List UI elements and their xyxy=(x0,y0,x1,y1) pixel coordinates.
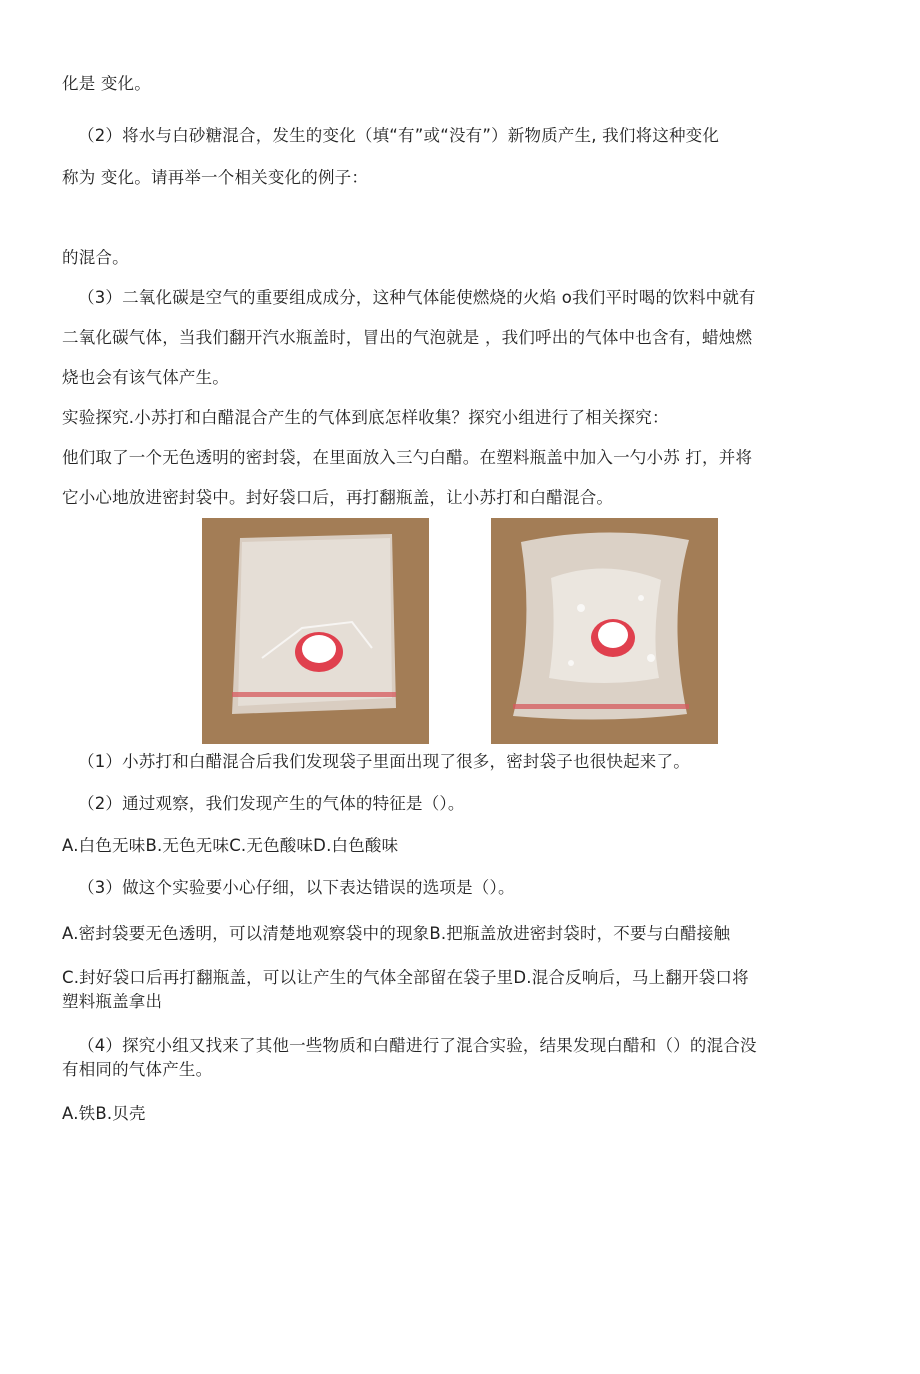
text-line: 它小心地放进密封袋中。封好袋口后，再打翻瓶盖，让小苏打和白醋混合。 xyxy=(62,488,614,507)
text-line: 的混合。 xyxy=(62,248,129,267)
answer-options: A.铁B.贝壳 xyxy=(62,1104,146,1123)
text-line: 他们取了一个无色透明的密封袋，在里面放入三勺白醋。在塑料瓶盖中加入一勺小苏 打，并将 xyxy=(62,448,753,467)
answer-options: A.白色无味B.无色无味C.无色酸味D.白色酸味 xyxy=(62,836,399,855)
section-heading: 实验探究.小苏打和白醋混合产生的气体到底怎样收集？探究小组进行了相关探究： xyxy=(62,408,669,427)
text-line: 烧也会有该气体产生。 xyxy=(62,368,229,387)
text-line: 化是 变化。 xyxy=(62,74,151,93)
experiment-photos xyxy=(202,518,718,744)
text-line: 有相同的气体产生。 xyxy=(62,1060,213,1079)
question-4-line: （4）探究小组又找来了其他一些物质和白醋进行了混合实验，结果发现白醋和（）的混合没 xyxy=(78,1036,757,1055)
question-2-line: （2）通过观察，我们发现产生的气体的特征是（）。 xyxy=(78,794,465,813)
sealed-bag-photo-after xyxy=(491,518,718,744)
sealed-bag-photo-before xyxy=(202,518,429,744)
text-line: 二氧化碳气体，当我们翻开汽水瓶盖时，冒出的气泡就是 ，我们呼出的气体中也含有，蜡烛燃 xyxy=(62,328,753,347)
text-line: 称为 变化。请再举一个相关变化的例子： xyxy=(62,168,369,187)
question-2-line: （2）将水与白砂糖混合，发生的变化（填“有”或“没有”）新物质产生, 我们将这种变化 xyxy=(78,126,720,145)
question-1-line: （1）小苏打和白醋混合后我们发现袋子里面出现了很多，密封袋子也很快起来了。 xyxy=(78,752,690,771)
answer-options: C.封好袋口后再打翻瓶盖，可以让产生的气体全部留在袋子里D.混合反响后，马上翻开袋口将 xyxy=(62,968,749,987)
question-3-line: （3）做这个实验要小心仔细，以下表达错误的选项是（）。 xyxy=(78,878,515,897)
answer-options: A.密封袋要无色透明，可以清楚地观察袋中的现象B.把瓶盖放进密封袋时，不要与白醋接触 xyxy=(62,924,731,943)
answer-options: 塑料瓶盖拿出 xyxy=(62,992,163,1011)
question-3-line: （3）二氧化碳是空气的重要组成成分，这种气体能使燃烧的火焰 o我们平时喝的饮料中就有 xyxy=(78,288,756,307)
